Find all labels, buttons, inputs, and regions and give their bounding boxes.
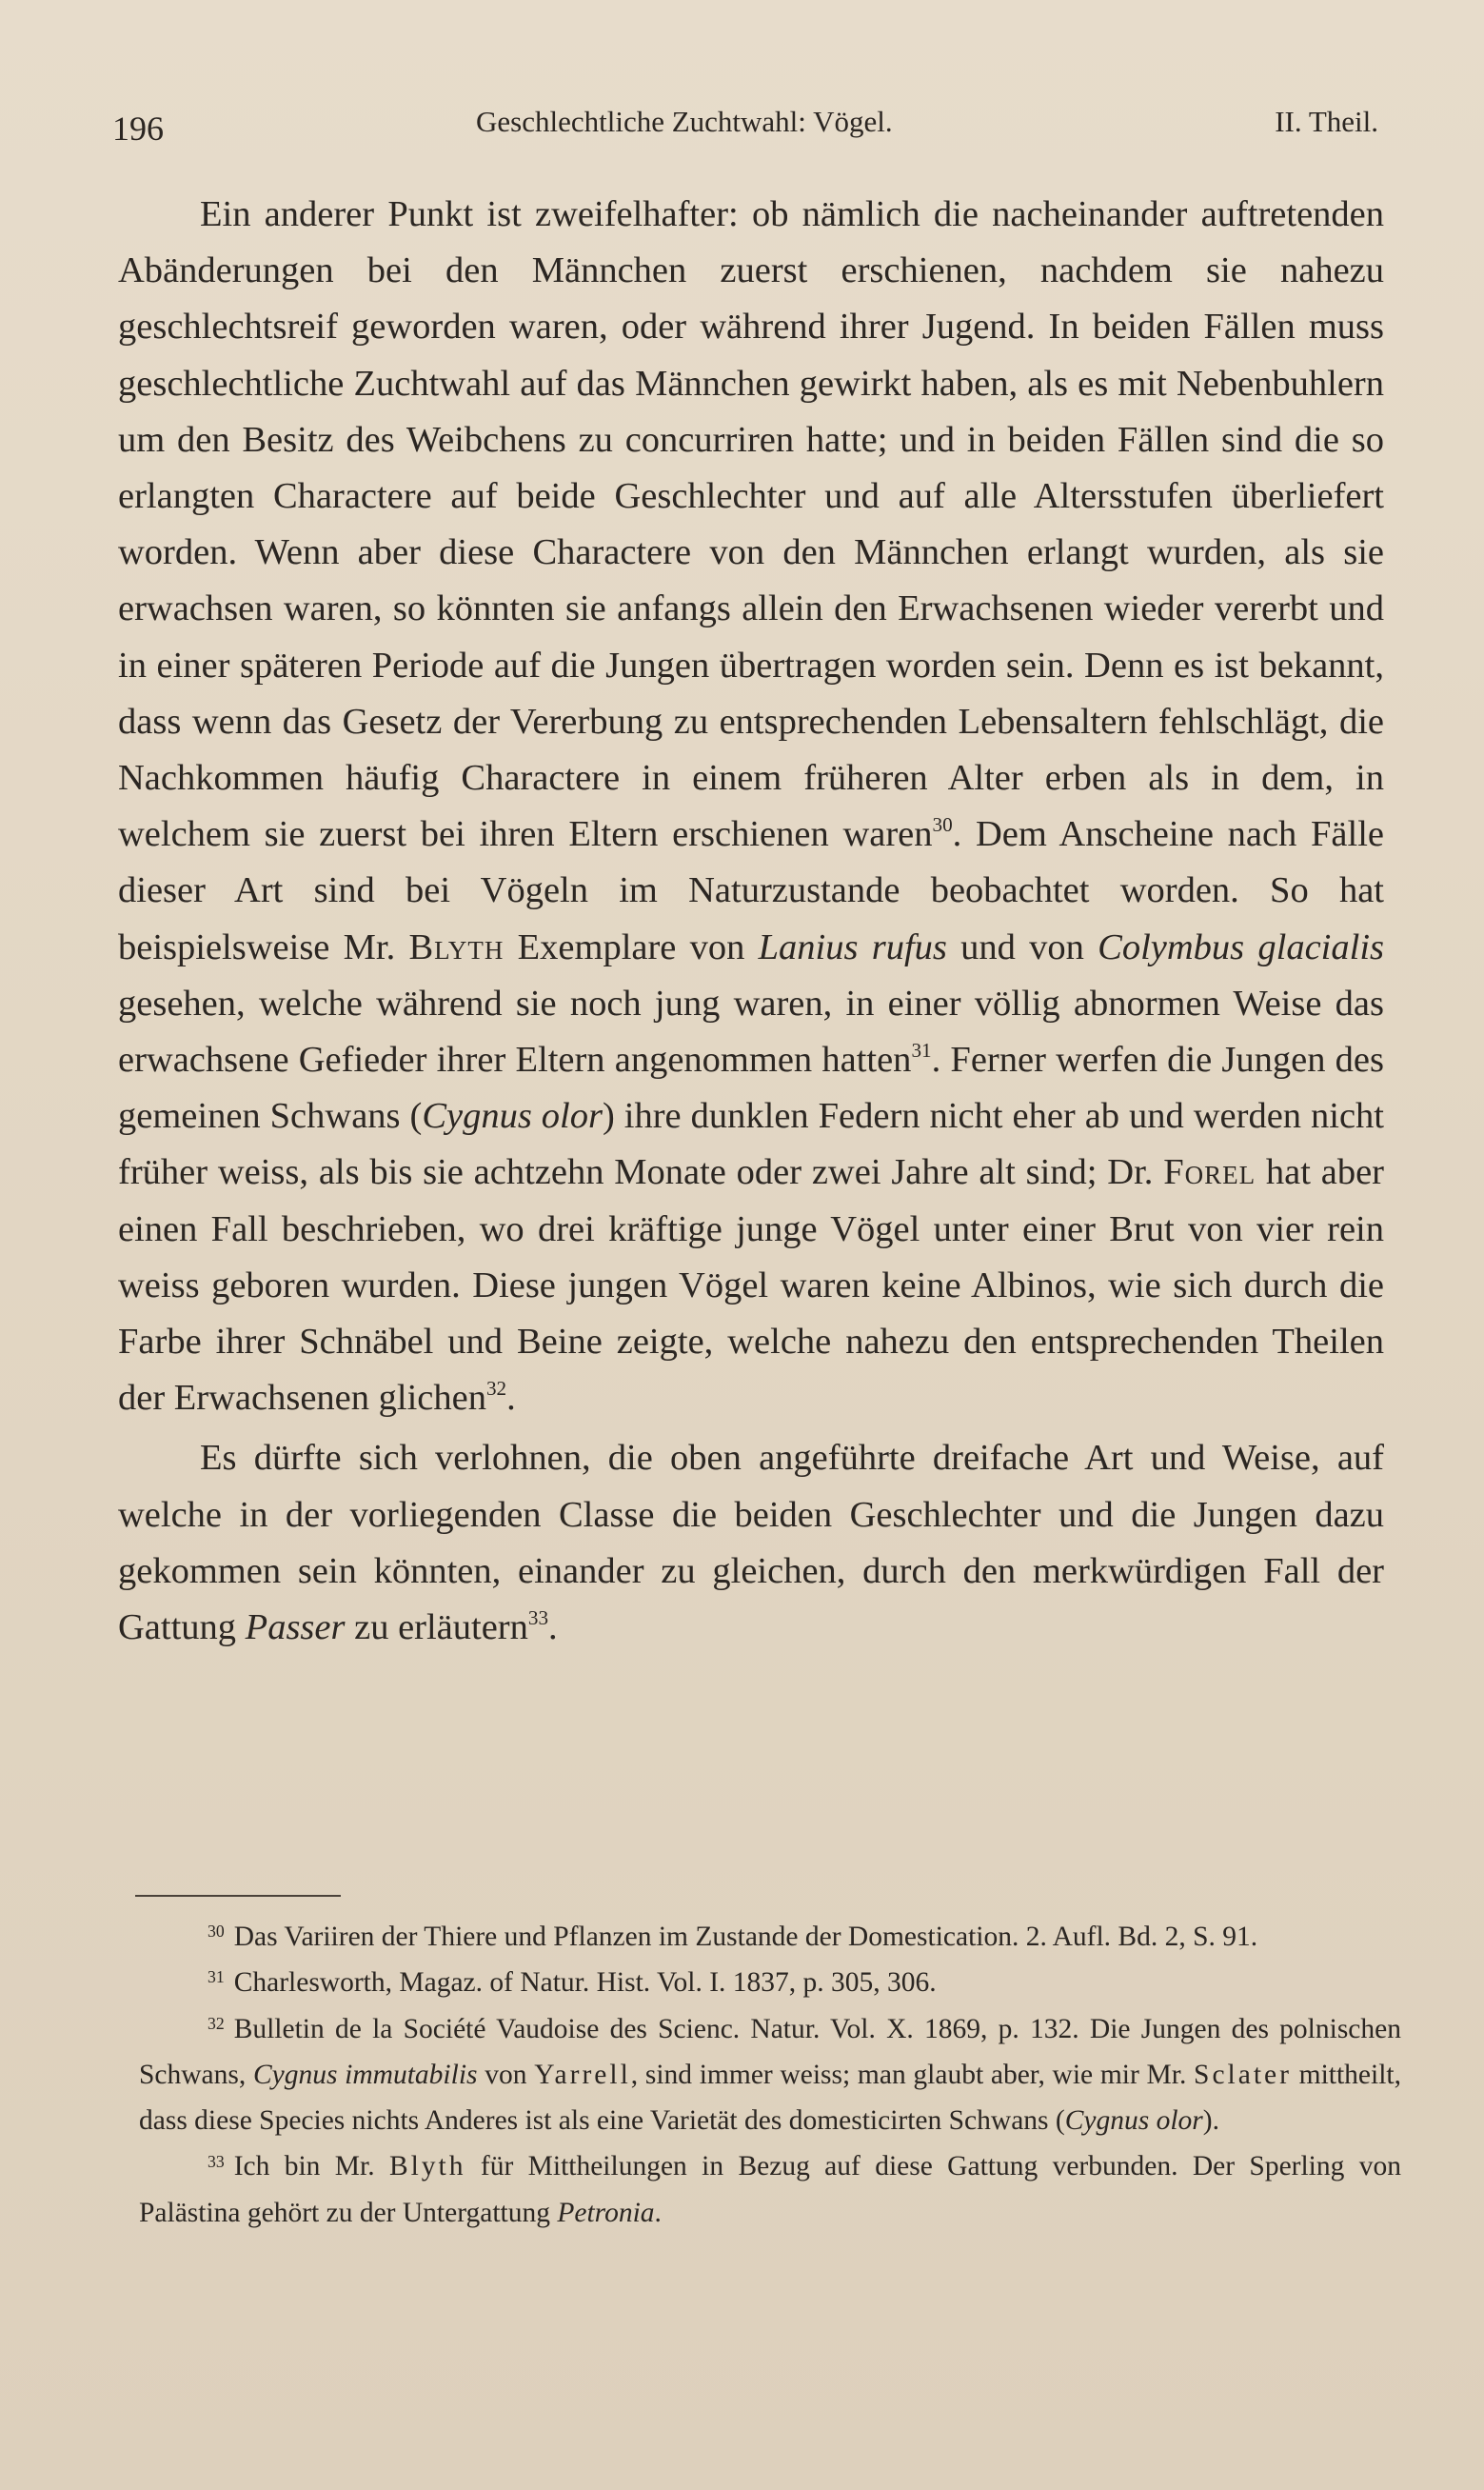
footnote-31 (139, 1960, 1401, 2005)
footnote-text: . (654, 2197, 662, 2228)
footnote-text: Ich bin Mr. (233, 2151, 389, 2182)
running-title: Geschlechtliche Zuchtwahl: Vögel. (476, 105, 893, 138)
main-text (118, 187, 1384, 1656)
footnote-text: , sind immer weiss; man glaubt aber, wie mir Mr. (630, 2059, 1195, 2090)
footnote-ref-32: 32 (485, 1377, 507, 1401)
footnote-33 (139, 2143, 1401, 2236)
text-run: . Ferner werfen die Jungen des gemeinen Schwans ( (118, 1040, 1384, 1137)
footnote-mark: 31 (208, 1967, 225, 1987)
text-run: gesehen, welche während sie noch jung waren, in einer völlig abnormen Weise das erwachsene Gefieder ihrer Eltern angenommen hatten (118, 983, 1384, 1081)
paragraph-1 (118, 187, 1384, 1426)
part-label: II. Theil. (1275, 105, 1378, 138)
text-run: . (548, 1607, 558, 1648)
species-name: Cygnus immutabilis (252, 2059, 478, 2090)
author-name-yarrell: Yarrell (534, 2059, 631, 2090)
text-run: . (506, 1378, 516, 1419)
author-name-forel: Forel (1163, 1152, 1256, 1193)
text-run: zu erläutern (345, 1607, 528, 1648)
footnote-text: Bulletin de la Société Vaudoise des Scienc. Natur. Vol. X. 1869, p. 132. Die Jungen des polnischen Schwans, (139, 2013, 1401, 2090)
footnote-text: mittheilt, dass diese Species nichts Anderes ist als eine Varietät des domesticirten Schwans ( (139, 2059, 1401, 2137)
footnote-mark: 32 (208, 2013, 225, 2033)
author-name-blyth: Blyth (408, 926, 505, 967)
text-run: Ein anderer Punkt ist zweifelhafter: ob nämlich die nacheinander auftretenden Abänderungen bei den Männchen zuerst erschienen, nachdem sie nahezu geschlechtsreif geworden waren, oder während ihrer Jugend. In beiden Fällen muss geschlechtliche Zuchtwahl auf das Männchen gewirkt haben, als es mit Nebenbuhlern um den Besitz des Weibchens zu concurriren hatte; und in beiden Fällen sind die so erlangten Charactere auf beide Geschlechter und auf alle Altersstufen überliefert worden. Wenn aber diese Charactere von den Männchen erlangt wurden, als sie erwachsen waren, so könnten sie anfangs allein den Erwachsenen wieder vererbt und in einer späteren Periode auf die Jungen übertragen worden sein. Denn es ist bekannt, dass wenn das Gesetz der Vererbung zu entsprechenden Lebensaltern fehlschlägt, die Nachkommen häufig Charactere in einem früheren Alter erben als in dem, in welchem sie zuerst bei ihren Eltern erschienen waren (118, 194, 1384, 855)
genus-name: Passer (245, 1607, 346, 1648)
paragraph-2 (118, 1430, 1384, 1656)
text-run: hat aber einen Fall beschrieben, wo drei kräftige junge Vögel unter einer Brut von vier rein weiss geboren wurden. Diese jungen Vögel waren keine Albinos, wie sich durch die Farbe ihrer Schnäbel und Beine zeigte, welche nahezu den entsprechenden Theilen der Erwachsenen glichen (118, 1152, 1384, 1419)
species-name: Cygnus olor (1064, 2105, 1203, 2137)
text-run: Es dürfte sich verlohnen, die oben angeführte dreifache Art und Weise, auf welche in der vorliegenden Classe die beiden Geschlechter und die Jungen dazu gekommen sein könnten, einander zu gleichen, durch den merkwürdigen Fall der Gattung (118, 1438, 1384, 1648)
footnote-text: Das Variiren der Thiere und Pflanzen im Zustande der Domestication. 2. Aufl. Bd. 2, S. 91. (233, 1922, 1258, 1952)
footnote-text: ). (1202, 2105, 1219, 2137)
author-name-sclater: Sclater (1194, 2059, 1292, 2090)
genus-name: Petronia (557, 2197, 655, 2228)
footnote-text: für Mittheilungen in Bezug auf diese Gattung verbunden. Der Sperling von Palästina gehört zu der Untergattung (139, 2151, 1401, 2228)
footnote-text: von (477, 2059, 535, 2090)
footnote-mark: 33 (208, 2151, 225, 2171)
footnote-divider (135, 1895, 341, 1897)
text-run: ) ihre dunklen Federn nicht eher ab und werden nicht früher weiss, als bis sie achtzehn Monate oder zwei Jahre alt sind; Dr. (118, 1096, 1385, 1193)
text-run: und von (946, 926, 1098, 967)
footnote-text: Charlesworth, Magaz. of Natur. Hist. Vol. I. 1837, p. 305, 306. (233, 1967, 937, 1999)
species-name: Cygnus olor (422, 1096, 603, 1137)
text-run: . Dem Anscheine nach Fälle dieser Art sind bei Vögeln im Naturzustande beobachtet worden. So hat beispielsweise Mr. (118, 814, 1384, 967)
species-name: Colymbus glacialis (1098, 926, 1384, 967)
footnote-ref-33: 33 (527, 1606, 549, 1630)
footnote-mark: 30 (208, 1922, 225, 1942)
footnote-ref-30: 30 (932, 813, 953, 837)
footnote-30 (139, 1914, 1401, 1960)
species-name: Lanius rufus (758, 926, 947, 967)
text-run: Exemplare von (504, 926, 759, 967)
page-header (112, 105, 1378, 154)
page-number: 196 (112, 110, 164, 148)
author-name-blyth: Blyth (388, 2151, 466, 2182)
footnote-ref-31: 31 (911, 1039, 932, 1063)
footnotes (139, 1914, 1401, 2236)
footnote-32 (139, 2006, 1401, 2144)
